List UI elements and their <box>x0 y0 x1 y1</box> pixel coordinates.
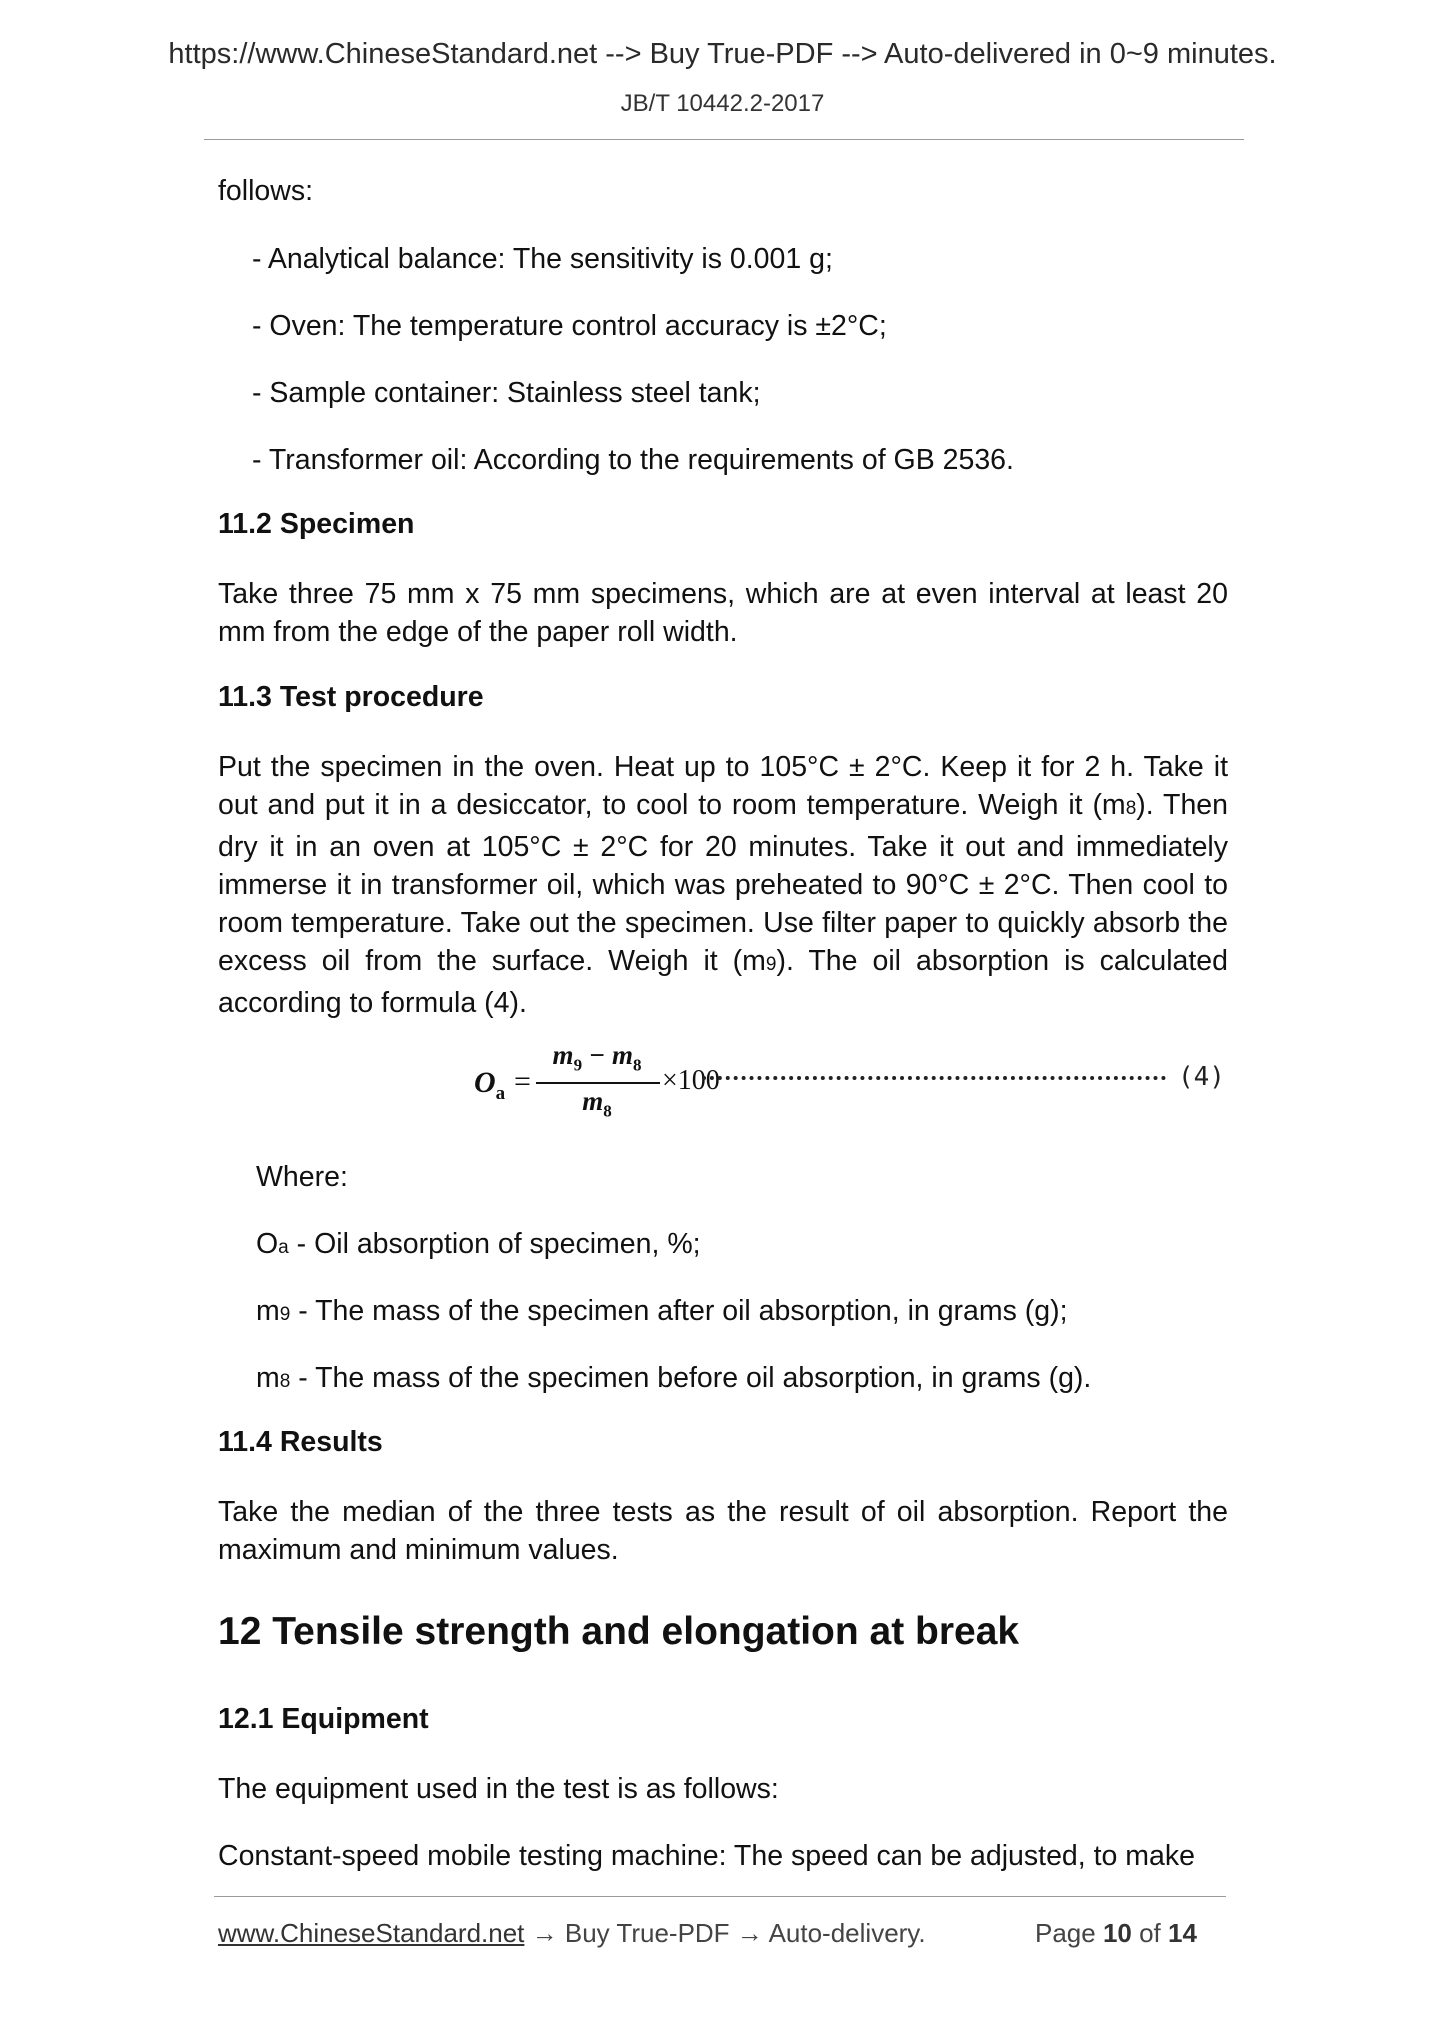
equipment-item-2: - Oven: The temperature control accuracy is ±2°C; <box>252 310 887 342</box>
page-number: 10 <box>1102 1918 1132 1948</box>
procedure-text-part-1: Put the specimen in the oven. Heat up to 105°C ± 2°C. Keep it for 2 h. Take it out and put it in a desiccator, to cool to room temperature. Weigh it (m <box>218 751 1228 821</box>
formula-numerator: $m_9 - m_8$ <box>552 1040 642 1075</box>
definition-m8: m8 - The mass of the specimen before oil absorption, in grams (g). <box>256 1362 1092 1394</box>
equipment-item-1: - Analytical balance: The sensitivity is 0.001 g; <box>252 243 833 275</box>
equipment-item-3: - Sample container: Stainless steel tank; <box>252 377 761 409</box>
definition-oa: Oa - Oil absorption of specimen, %; <box>256 1228 701 1260</box>
procedure-subscript-9: 9 <box>765 954 777 975</box>
section-text-11-3 <box>218 748 1228 1022</box>
formula-fraction-bar <box>536 1082 660 1084</box>
section-heading-12: 12 Tensile strength and elongation at break <box>218 1610 1020 1653</box>
section-heading-11-4: 11.4 Results <box>218 1426 383 1458</box>
equipment-item-4: - Transformer oil: According to the requirements of GB 2536. <box>252 444 1014 476</box>
section-text-11-2: Take three 75 mm x 75 mm specimens, which are at even interval at least 20 mm from the edge of the paper roll width. <box>218 578 1228 648</box>
header-url-line: https://www.ChineseStandard.net --> Buy True-PDF --> Auto-delivered in 0~9 minutes. <box>168 38 1277 70</box>
section-text-12-1-continued: Constant-speed mobile testing machine: The speed can be adjusted, to make <box>218 1840 1195 1872</box>
lead-text: follows: <box>218 175 314 207</box>
page-indicator: Page 10 of 14 <box>1035 1918 1197 1948</box>
section-heading-11-2: 11.2 Specimen <box>218 508 415 540</box>
header-divider <box>204 139 1244 140</box>
formula-multiplier: ×100 <box>662 1065 720 1096</box>
procedure-text-part-3: ). The oil absorption is calculated according to formula (4). <box>218 945 1228 1019</box>
section-heading-11-3: 11.3 Test procedure <box>218 681 484 713</box>
section-text-11-4: Take the median of the three tests as the result of oil absorption. Report the maximum and minimum values. <box>218 1496 1228 1566</box>
formula-number: (4) <box>1178 1062 1225 1092</box>
procedure-subscript-8: 8 <box>1125 798 1137 819</box>
formula-denominator: $m_8$ <box>582 1086 612 1121</box>
section-heading-12-1: 12.1 Equipment <box>218 1703 429 1735</box>
formula-4 <box>470 1040 1240 1130</box>
footer-link[interactable]: www.ChineseStandard.net <box>218 1918 525 1948</box>
section-text-12-1: The equipment used in the test is as follows: <box>218 1773 779 1805</box>
formula-lhs: $O_a$ <box>474 1066 506 1104</box>
procedure-text-part-2: ). Then dry it in an oven at 105°C ± 2°C for 20 minutes. Take it out and immediately immerse it in transformer oil, which was preheated to 90°C ± 2°C. Then cool to room temperature. Take out the specimen. Use filter paper to quickly absorb the excess oil from the surface. Weigh it (m <box>218 789 1228 977</box>
footer-divider <box>214 1896 1226 1897</box>
standard-number: JB/T 10442.2-2017 <box>620 90 825 117</box>
formula-equals: = <box>514 1065 531 1098</box>
page-total: 14 <box>1168 1918 1197 1948</box>
formula-leader-dots <box>702 1076 1166 1080</box>
footer-tagline: → Buy True-PDF → Auto-delivery. <box>524 1918 926 1948</box>
definition-m9: m9 - The mass of the specimen after oil absorption, in grams (g); <box>256 1295 1068 1327</box>
footer-note <box>218 1918 926 1949</box>
where-label: Where: <box>256 1161 348 1193</box>
